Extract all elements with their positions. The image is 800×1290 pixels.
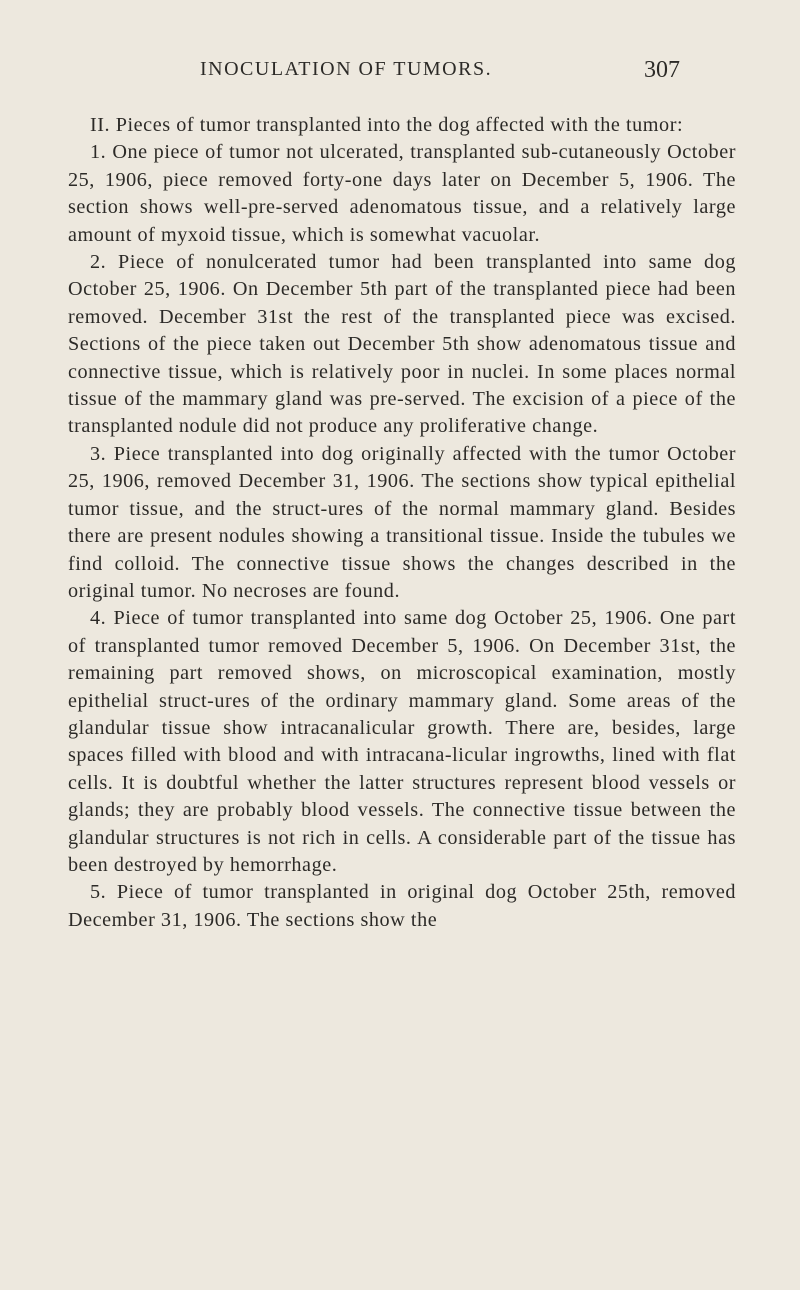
body-text [68, 112, 736, 934]
page-number: 307 [644, 57, 680, 83]
section-heading-paragraph: II. Pieces of tumor transplanted into the dog affected with the tumor: [90, 114, 684, 136]
running-title: INOCULATION OF TUMORS. [200, 58, 493, 80]
page-header [200, 58, 680, 88]
item-4-paragraph: 4. Piece of tumor transplanted into same dog October 25, 1906. One part of transplanted tumor removed December 5, 1906. On December 31st, the remaining part removed shows, on microscopical examination, mostly epithelial struct-ures of the ordinary mammary gland. Some areas of the glandular tissue show intracanalicular growth. There are, besides, large spaces filled with blood and with intracana-licular ingrowths, lined with flat cells. It is doubtful whether the latter structures represent blood vessels or glands; they are probably blood vessels. The connective tissue between the glandular structures is not rich in cells. A considerable part of the tissue has been destroyed by hemorrhage. [68, 607, 736, 876]
item-3-paragraph: 3. Piece transplanted into dog originally affected with the tumor October 25, 1906, removed December 31, 1906. The sections show typical epithelial tumor tissue, and the struct-ures of the normal mammary gland. Besides there are present nodules showing a transitional tissue. Inside the tubules we find colloid. The connective tissue shows the changes described in the original tumor. No necroses are found. [68, 442, 736, 602]
item-5-paragraph: 5. Piece of tumor transplanted in original dog October 25th, removed December 31, 1906. The sections show the [68, 881, 736, 931]
item-2-paragraph: 2. Piece of nonulcerated tumor had been transplanted into same dog October 25, 1906. On December 5th part of the transplanted piece had been removed. December 31st the rest of the transplanted piece was excised. Sections of the piece taken out December 5th show adenomatous tissue and connective tissue, which is relatively poor in nuclei. In some places normal tissue of the mammary gland was pre-served. The excision of a piece of the transplanted nodule did not produce any proliferative change. [68, 251, 736, 438]
item-1-paragraph: 1. One piece of tumor not ulcerated, transplanted sub-cutaneously October 25, 1906, piece removed forty-one days later on December 5, 1906. The section shows well-pre-served adenomatous tissue, and a relatively large amount of myxoid tissue, which is somewhat vacuolar. [68, 141, 736, 246]
